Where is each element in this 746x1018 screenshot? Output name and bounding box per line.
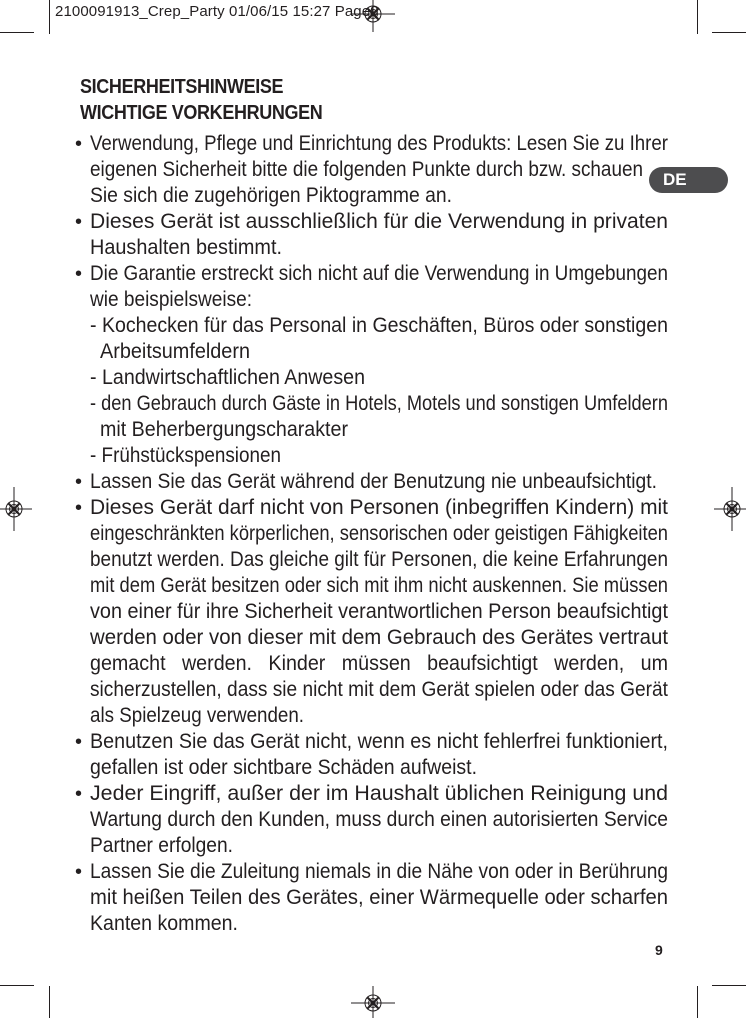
registration-target-icon [351, 986, 395, 1018]
body-text-line: - Frühstückspensionen [90, 443, 281, 467]
body-text-line: Lassen Sie das Gerät während der Benutzung nie unbeaufsichtigt. [90, 469, 657, 493]
body-text-line: Dieses Gerät darf nicht von Personen (inbegriffen Kindern) mit [90, 495, 668, 519]
body-text-line: - Kochecken für das Personal in Geschäften, Büros oder sonstigen [90, 313, 668, 337]
registration-target-icon [0, 487, 32, 531]
bullet-marker: • [75, 861, 83, 883]
bullet-marker: • [75, 731, 83, 753]
body-text-line: sicherzustellen, dass sie nicht mit dem Gerät spielen oder das Gerät [90, 677, 668, 701]
body-text-line: mit dem Gerät besitzen oder sich mit ihm nicht auskennen. Sie müssen [90, 573, 668, 597]
body-text-line: Dieses Gerät ist ausschließlich für die Verwendung in privaten [90, 209, 668, 233]
body-text-line: gemacht werden. Kinder müssen beaufsichtigt werden, um [90, 651, 668, 675]
body-text-line: - den Gebrauch durch Gäste in Hotels, Motels und sonstigen Umfeldern [90, 391, 668, 415]
body-text-line: als Spielzeug verwenden. [90, 703, 304, 727]
section-heading: SICHERHEITSHINWEISE [80, 76, 284, 98]
body-text-line: benutzt werden. Das gleiche gilt für Personen, die keine Erfahrungen [90, 547, 668, 571]
body-text-line: Die Garantie erstreckt sich nicht auf die Verwendung in Umgebungen [90, 261, 668, 285]
language-badge: DE [649, 167, 728, 193]
body-text-line: von einer für ihre Sicherheit verantwortlichen Person beaufsichtigt [90, 599, 668, 623]
body-text-line: werden oder von dieser mit dem Gebrauch des Gerätes vertraut [90, 625, 668, 649]
bullet-marker: • [75, 263, 83, 285]
body-text-line: wie beispielsweise: [90, 287, 252, 311]
bullet-marker: • [75, 211, 83, 233]
bullet-marker: • [75, 133, 83, 155]
bullet-marker: • [75, 497, 83, 519]
printer-slug: 2100091913_Crep_Party 01/06/15 15:27 Page9 [55, 3, 379, 20]
body-text-line: Sie sich die zugehörigen Piktogramme an. [90, 183, 452, 207]
body-text-line: Lassen Sie die Zuleitung niemals in die Nähe von oder in Berührung [90, 859, 668, 883]
body-text-line: Verwendung, Pflege und Einrichtung des Produkts: Lesen Sie zu Ihrer [90, 131, 668, 155]
body-text-line: mit Beherbergungscharakter [100, 417, 348, 441]
body-text-line: Benutzen Sie das Gerät nicht, wenn es nicht fehlerfrei funktioniert, [90, 729, 668, 753]
body-text-line: eigenen Sicherheit bitte die folgenden Punkte durch bzw. schauen [90, 157, 643, 181]
body-text-line: Jeder Eingriff, außer der im Haushalt üblichen Reinigung und [90, 781, 668, 805]
body-text-line: mit heißen Teilen des Gerätes, einer Wärmequelle oder scharfen [90, 885, 668, 909]
section-subheading: WICHTIGE VORKEHRUNGEN [80, 102, 323, 124]
body-text-line: Haushalten bestimmt. [90, 235, 282, 259]
body-text-line: Arbeitsumfeldern [100, 339, 250, 363]
bullet-marker: • [75, 783, 83, 805]
page-number: 9 [655, 942, 663, 958]
registration-target-icon [351, 0, 395, 32]
body-text-line: eingeschränkten körperlichen, sensorischen oder geistigen Fähigkeiten [90, 521, 668, 545]
body-text-line: Kanten kommen. [90, 911, 238, 935]
registration-target-icon [714, 487, 746, 531]
body-text-line: gefallen ist oder sichtbare Schäden aufweist. [90, 755, 477, 779]
body-text-line: - Landwirtschaftlichen Anwesen [90, 365, 365, 389]
body-text-line: Partner erfolgen. [90, 833, 233, 857]
body-text-line: Wartung durch den Kunden, muss durch einen autorisierten Service [90, 807, 668, 831]
bullet-marker: • [75, 471, 83, 493]
